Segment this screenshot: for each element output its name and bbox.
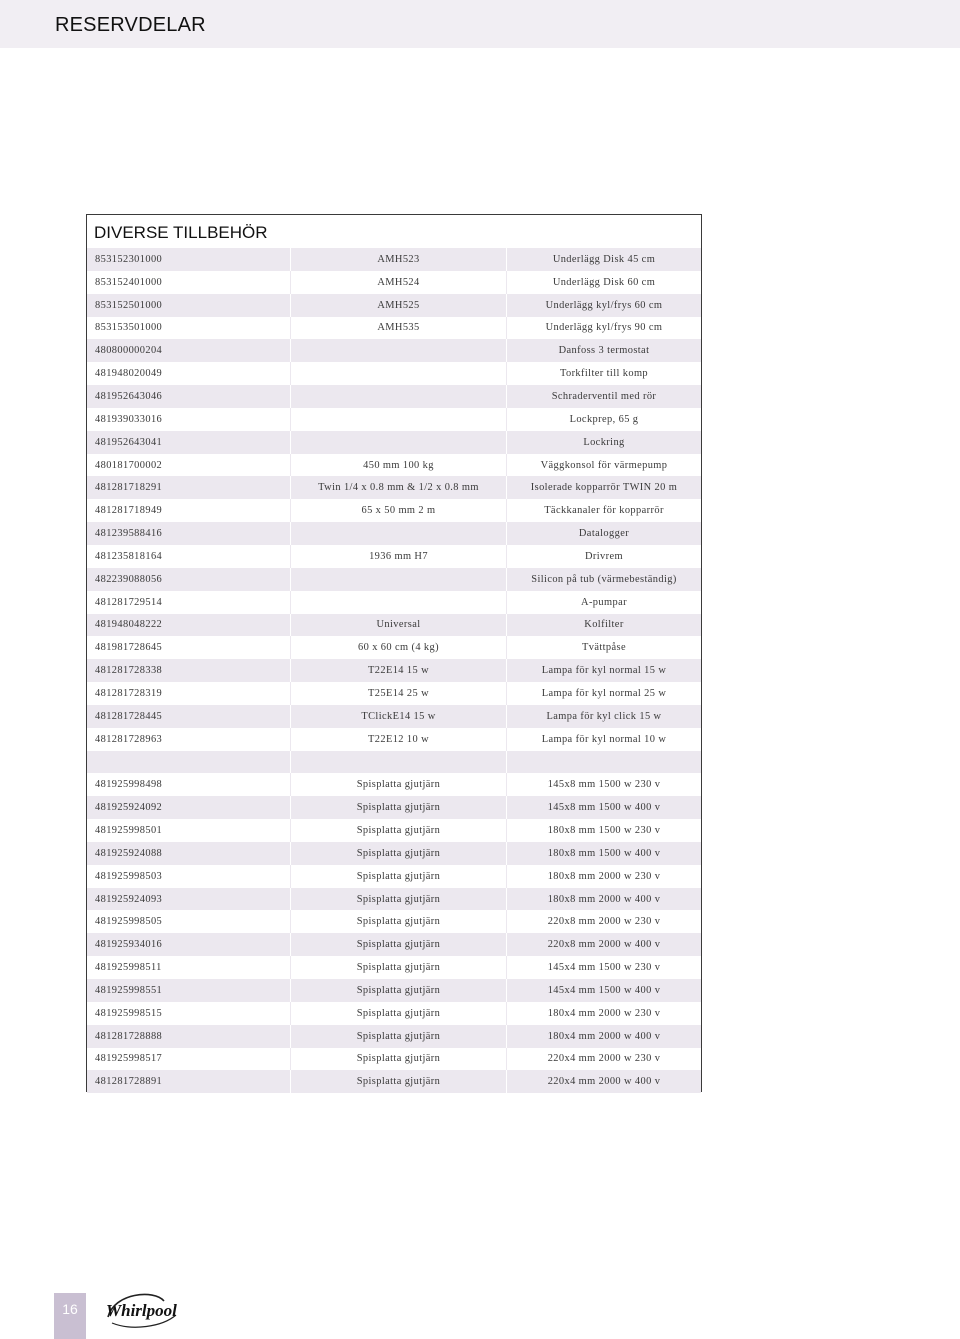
table-row: [87, 522, 701, 545]
table-row: [87, 751, 701, 774]
part-number: 853153501000: [95, 322, 163, 334]
table-row: [87, 979, 701, 1002]
table-row: [87, 728, 701, 751]
part-description: Schraderventil med rör: [506, 385, 701, 408]
part-number: 481235818164: [95, 550, 163, 562]
part-description: Isolerade kopparrör TWIN 20 m: [506, 476, 701, 499]
part-number: 481948020049: [95, 368, 163, 380]
table-row: [87, 682, 701, 705]
part-description: 145x4 mm 1500 w 230 v: [506, 956, 701, 979]
model-spec: 450 mm 100 kg: [290, 454, 506, 477]
part-number: 481281728891: [95, 1076, 163, 1088]
part-number: 481925998551: [95, 984, 163, 996]
table-row: [87, 454, 701, 477]
model-spec: 60 x 60 cm (4 kg): [290, 636, 506, 659]
table-row: [87, 431, 701, 454]
model-spec: AMH525: [290, 294, 506, 317]
table-row: [87, 956, 701, 979]
part-number: 481981728645: [95, 642, 163, 654]
part-number: 481925998498: [95, 779, 163, 791]
table-row: [87, 888, 701, 911]
part-description: 180x8 mm 1500 w 230 v: [506, 819, 701, 842]
part-number: 481925998501: [95, 825, 163, 837]
part-description: Tvättpåse: [506, 636, 701, 659]
table-row: [87, 568, 701, 591]
part-description: 180x8 mm 2000 w 230 v: [506, 865, 701, 888]
part-number: 481925998505: [95, 916, 163, 928]
model-spec: [290, 591, 506, 614]
table-row: [87, 545, 701, 568]
part-description: Lockprep, 65 g: [506, 408, 701, 431]
part-description: Torkfilter till komp: [506, 362, 701, 385]
table-row: [87, 339, 701, 362]
table-row: [87, 636, 701, 659]
model-spec: Spisplatta gjutjärn: [290, 1070, 506, 1093]
parts-panel: [86, 214, 702, 1092]
table-row: [87, 910, 701, 933]
table-row: [87, 294, 701, 317]
part-description: Underlägg kyl/frys 60 cm: [506, 294, 701, 317]
model-spec: [290, 568, 506, 591]
part-number: 481948048222: [95, 619, 163, 631]
table-row: [87, 1070, 701, 1093]
model-spec: [290, 431, 506, 454]
part-number: 480800000204: [95, 345, 163, 357]
model-spec: Spisplatta gjutjärn: [290, 910, 506, 933]
model-spec: Spisplatta gjutjärn: [290, 888, 506, 911]
part-description: Underlägg kyl/frys 90 cm: [506, 317, 701, 340]
part-description: Datalogger: [506, 522, 701, 545]
table-row: [87, 1002, 701, 1025]
part-description: 145x8 mm 1500 w 400 v: [506, 796, 701, 819]
table-row: [87, 865, 701, 888]
part-description: 220x8 mm 2000 w 230 v: [506, 910, 701, 933]
table-row: [87, 773, 701, 796]
part-number: 853152301000: [95, 253, 163, 265]
table-row: [87, 1048, 701, 1071]
part-number: 481281728319: [95, 687, 163, 699]
part-description: 220x4 mm 2000 w 230 v: [506, 1048, 701, 1071]
table-row: [87, 705, 701, 728]
table-row: [87, 1025, 701, 1048]
part-number: 481925998517: [95, 1053, 163, 1065]
model-spec: Spisplatta gjutjärn: [290, 1048, 506, 1071]
part-description: Kolfilter: [506, 614, 701, 637]
model-spec: Spisplatta gjutjärn: [290, 1002, 506, 1025]
part-number: 481281718291: [95, 482, 163, 494]
model-spec: [290, 408, 506, 431]
table-row: [87, 248, 701, 271]
model-spec: Spisplatta gjutjärn: [290, 842, 506, 865]
part-description: Silicon på tub (värmebeständig): [506, 568, 701, 591]
table-row: [87, 317, 701, 340]
table-row: [87, 408, 701, 431]
part-number: 481925998511: [95, 962, 162, 974]
part-number: 481925998515: [95, 1007, 163, 1019]
part-description: Drivrem: [506, 545, 701, 568]
table-row: [87, 362, 701, 385]
page-number: 16: [62, 1301, 78, 1317]
part-number: 482239088056: [95, 573, 163, 585]
model-spec: [290, 522, 506, 545]
model-spec: T25E14 25 w: [290, 682, 506, 705]
table-row: [87, 842, 701, 865]
logo-text: Whirlpool: [106, 1301, 177, 1320]
part-number: 481925924093: [95, 893, 163, 905]
part-number: 481925924092: [95, 802, 163, 814]
table-row: [87, 271, 701, 294]
part-number: 481281729514: [95, 596, 163, 608]
part-description: 180x4 mm 2000 w 230 v: [506, 1002, 701, 1025]
model-spec: Spisplatta gjutjärn: [290, 979, 506, 1002]
part-description: Lampa för kyl normal 10 w: [506, 728, 701, 751]
part-number: 481925998503: [95, 870, 163, 882]
model-spec: AMH523: [290, 248, 506, 271]
whirlpool-logo: [102, 1287, 184, 1335]
parts-table: [87, 248, 701, 1093]
model-spec: [290, 751, 506, 774]
model-spec: TClickE14 15 w: [290, 705, 506, 728]
model-spec: Spisplatta gjutjärn: [290, 933, 506, 956]
model-spec: [290, 362, 506, 385]
part-description: 220x8 mm 2000 w 400 v: [506, 933, 701, 956]
model-spec: Spisplatta gjutjärn: [290, 819, 506, 842]
part-number: 481281728888: [95, 1030, 163, 1042]
model-spec: Spisplatta gjutjärn: [290, 796, 506, 819]
page-title: RESERVDELAR: [55, 14, 206, 36]
part-description: Lockring: [506, 431, 701, 454]
part-number: 481925934016: [95, 939, 163, 951]
model-spec: Universal: [290, 614, 506, 637]
table-row: [87, 614, 701, 637]
part-description: Danfoss 3 termostat: [506, 339, 701, 362]
part-description: Täckkanaler för kopparrör: [506, 499, 701, 522]
model-spec: Spisplatta gjutjärn: [290, 1025, 506, 1048]
part-number: 481281728445: [95, 710, 163, 722]
part-description: Lampa för kyl click 15 w: [506, 705, 701, 728]
part-number: 481281728338: [95, 665, 163, 677]
part-number: 853152401000: [95, 276, 163, 288]
part-number: 481281728963: [95, 733, 163, 745]
part-number: 481952643041: [95, 436, 163, 448]
part-number: 481925924088: [95, 847, 163, 859]
part-number: 480181700002: [95, 459, 163, 471]
model-spec: T22E14 15 w: [290, 659, 506, 682]
part-description: 145x4 mm 1500 w 400 v: [506, 979, 701, 1002]
model-spec: 65 x 50 mm 2 m: [290, 499, 506, 522]
part-number: 853152501000: [95, 299, 163, 311]
part-description: 220x4 mm 2000 w 400 v: [506, 1070, 701, 1093]
part-description: A-pumpar: [506, 591, 701, 614]
part-number: 481281718949: [95, 505, 163, 517]
model-spec: Twin 1/4 x 0.8 mm & 1/2 x 0.8 mm: [290, 476, 506, 499]
model-spec: Spisplatta gjutjärn: [290, 773, 506, 796]
part-description: Lampa för kyl normal 15 w: [506, 659, 701, 682]
part-description: 180x8 mm 1500 w 400 v: [506, 842, 701, 865]
model-spec: 1936 mm H7: [290, 545, 506, 568]
model-spec: [290, 339, 506, 362]
table-row: [87, 476, 701, 499]
part-description: Underlägg Disk 60 cm: [506, 271, 701, 294]
part-description: [506, 751, 701, 774]
model-spec: T22E12 10 w: [290, 728, 506, 751]
model-spec: Spisplatta gjutjärn: [290, 956, 506, 979]
part-description: Lampa för kyl normal 25 w: [506, 682, 701, 705]
table-row: [87, 819, 701, 842]
table-row: [87, 385, 701, 408]
table-row: [87, 933, 701, 956]
part-number: 481239588416: [95, 528, 163, 540]
table-row: [87, 591, 701, 614]
model-spec: [290, 385, 506, 408]
part-number: 481939033016: [95, 413, 163, 425]
part-description: Väggkonsol för värmepump: [506, 454, 701, 477]
table-row: [87, 659, 701, 682]
part-description: 145x8 mm 1500 w 230 v: [506, 773, 701, 796]
model-spec: AMH535: [290, 317, 506, 340]
part-number: 481952643046: [95, 390, 163, 402]
section-title: DIVERSE TILLBEHÖR: [94, 223, 268, 242]
table-row: [87, 796, 701, 819]
part-description: Underlägg Disk 45 cm: [506, 248, 701, 271]
model-spec: AMH524: [290, 271, 506, 294]
table-row: [87, 499, 701, 522]
model-spec: Spisplatta gjutjärn: [290, 865, 506, 888]
part-description: 180x4 mm 2000 w 400 v: [506, 1025, 701, 1048]
part-description: 180x8 mm 2000 w 400 v: [506, 888, 701, 911]
